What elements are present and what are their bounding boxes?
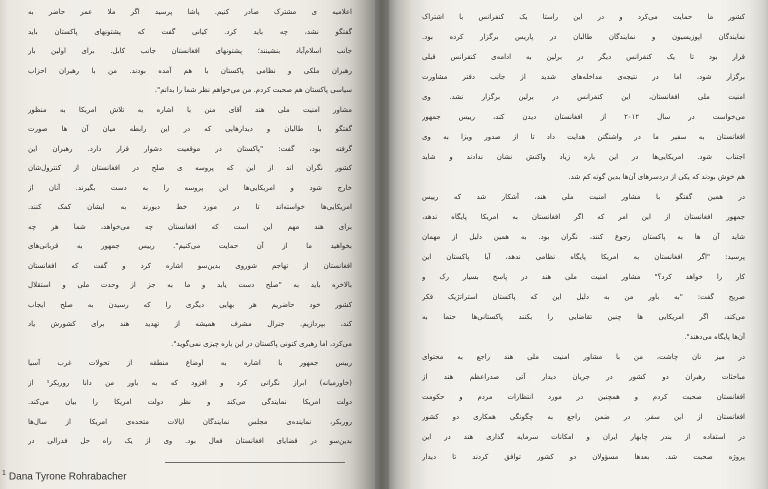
text-line: روربکر، نماینده‌ی مجلس نمایندگان ایالات متحده‌ی امریکا از سال‌ها: [28, 417, 352, 426]
footnote: [2, 470, 127, 482]
spine-shadow: [375, 0, 389, 489]
text-line: بالاخره باید به "صلح دست یابد و ما به جز از وحدت ملی و استقلال: [28, 281, 352, 289]
text-line: جمهور افغانستان از این امر که اگر افغانستان به امریکا پایگاه ندهد،: [422, 213, 745, 221]
text-line: می‌کند، اگر امریکایی ها چنین تقاضایی را بکنند پاکستانی‌ها حتما به: [422, 313, 745, 321]
footnote-marker: 1: [2, 470, 6, 477]
text-line: کشور نگران اند از این که پروسه ی صلح در افغانستان از کنترول‌شان: [28, 164, 352, 172]
text-line: صریح گفت: "به باور من به دلیل این که پاکستان استراتژیک فکر: [422, 293, 745, 301]
text-line: نمایندگان اپوزیسیون و نمایندگان طالبان در پاریس برگزار کرده بود.: [422, 33, 745, 41]
text-line: مشاور امنیت ملی هند آقای منن با اشاره به تلاش امریکا به منظور: [28, 105, 352, 114]
text-line: گرفته بود، گفت: "پاکستان در موقعیت دشوار قرار دارد. رهبران این: [28, 144, 352, 153]
text-line: دولت امریکا نمایندگی می‌کند و نظر دولت امریکا را بیان می‌کند.: [28, 398, 352, 406]
text-line: گفتگو نشد، چه باید کرد. کیانی گفت که پشتونهای پاکستان باید: [28, 27, 352, 36]
text-line: کند، بپردازیم. جنرال مشرف همیشه از تهدید هند برای کشورش یاد: [28, 320, 352, 328]
footnote-text: Dana Tyrone Rohrabacher: [8, 471, 127, 483]
text-line: رهبران ملکی و نظامی پاکستان با هم آمده بودند. من با رهبران احزاب: [28, 66, 352, 75]
text-line: بدین‌سو در قضایای افغانستان فعال بود. وی از یک راه حل فدرالی در: [28, 437, 352, 445]
text-line: گفتگو با طالبان و دیدارهایی که در این رابطه میان آن ها صورت: [28, 125, 352, 133]
text-line: می‌کرد، اما رهبری کنونی پاکستان در این باره چیزی نمی‌گوید".: [171, 339, 352, 348]
text-line: افغانستان از این سفر. در ضمن راجع به چگونگی همکاری دو کشور: [422, 413, 745, 421]
text-line: آن‌ها پایگاه می‌دهند".: [684, 333, 745, 341]
text-line: (خاورمیانه) ابراز نگرانی کرد و افزود که به باور من دانا روربکر¹ از: [28, 378, 352, 387]
left-page: [0, 0, 375, 489]
text-line: افغانستان به سفیر ما در واشنگتن هدایت داد تا از صدور ویزا به وی: [422, 133, 745, 141]
text-line: کار را خواهد کرد؟" مشاور امنیت ملی هند در پاسخ بسیار رک و: [422, 273, 745, 281]
text-line: سیاسی پاکستان هم صحبت کردم. من می‌خواهم نظر شما را بدانم".: [154, 86, 352, 94]
text-line: مباحثات رهبران دو کشور در جریان دیدار آتی صدراعظم هند از: [422, 373, 745, 381]
text-line: رییس جمهور با اشاره به اوضاع منطقه از تحولات غرب آسیا: [28, 359, 352, 367]
text-line: اجتناب شود. امریکایی‌ها در این باره زیاد واکنش نشان ندادند و شاید: [422, 153, 745, 161]
text-line: پروژه صحبت شد. بعدها مسؤولان دو کشور توافق کردند تا دیدار: [422, 453, 745, 461]
text-line: پرسید: "اگر افغانستان به امریکا پایگاه نظامی ندهد، آیا پاکستان این: [422, 253, 745, 261]
text-line: در همین گفتگو با مشاور امنیت ملی هند، آشکار شد که رییس: [422, 193, 745, 201]
text-line: امنیت ملی افغانستان، این کنفرانس در برلین برگزار نشد. وی: [422, 93, 745, 101]
text-line: افغانستان از تهاجم شوروی بدین‌سو اشاره کرد و گفت که افغانستان: [28, 261, 352, 270]
right-page-text: [422, 7, 745, 467]
text-line: کشور خود حاضریم هر بهایی دیگری را که رسیدن به صلح ایجاب: [28, 300, 352, 309]
text-line: جانب اسلام‌آباد بنشینند؛ پشتونهای افغانستان جانب کابل. برای اولین بار: [28, 47, 352, 55]
text-line: کشور ما حمایت می‌کرد و در این راستا یک کنفرانس با اشتراک: [422, 13, 745, 21]
text-line: اعلامیه ی مشترک صادر کنیم. پاشا پرسید اگر ملا عمر حاضر به: [28, 8, 352, 16]
footnote-separator: [165, 462, 345, 463]
text-line: افغانستان صحبت کردم و همچنین در مورد انتظارات مردم و حکومت: [422, 393, 745, 401]
text-line: خارج شود و امریکایی‌ها این پروسه را به دست بگیرند. آنان از: [28, 183, 352, 192]
text-line: امریکایی‌ها خواسته‌اند تا در مورد خط دیورند به ایشان کمک کنند.: [28, 203, 352, 211]
left-page-text: [28, 3, 352, 452]
text-line: بخواهید ما از آن حمایت می‌کنیم". رییس جمهور به قربانی‌های: [28, 242, 352, 250]
text-line: برگزار شود، اما در نتیجه‌ی مداخله‌های شدید از جانب دفتر مشاورت: [422, 73, 745, 81]
text-line: قرار بود تا یک کنفرانس دیگر در برلین به ادامه‌ی کنفرانس قبلی: [422, 53, 745, 61]
text-line: در استفاده از بندر چابهار ایران و امکانات سرمایه گذاری هند در این: [422, 433, 745, 441]
text-line: در میز نان چاشت، من با مشاور امنیت ملی هند راجع به محتوای: [422, 353, 745, 361]
text-line: می‌خواست در سال ۲۰۱۲ از افغانستان دیدن کند، رییس جمهور: [422, 113, 745, 121]
text-line: شاید آن ها به پاکستان رجوع کنند، نگران بود. به همین دلیل از مهمان: [422, 233, 745, 241]
text-line: برای هند مهم این است که افغانستان چه می‌خواهد، شما هر چه: [28, 222, 352, 231]
text-line: هم خوش بودند که یکی از دردسرهای آن‌ها بدین گونه کم شد.: [568, 173, 745, 181]
right-page: [389, 0, 768, 489]
